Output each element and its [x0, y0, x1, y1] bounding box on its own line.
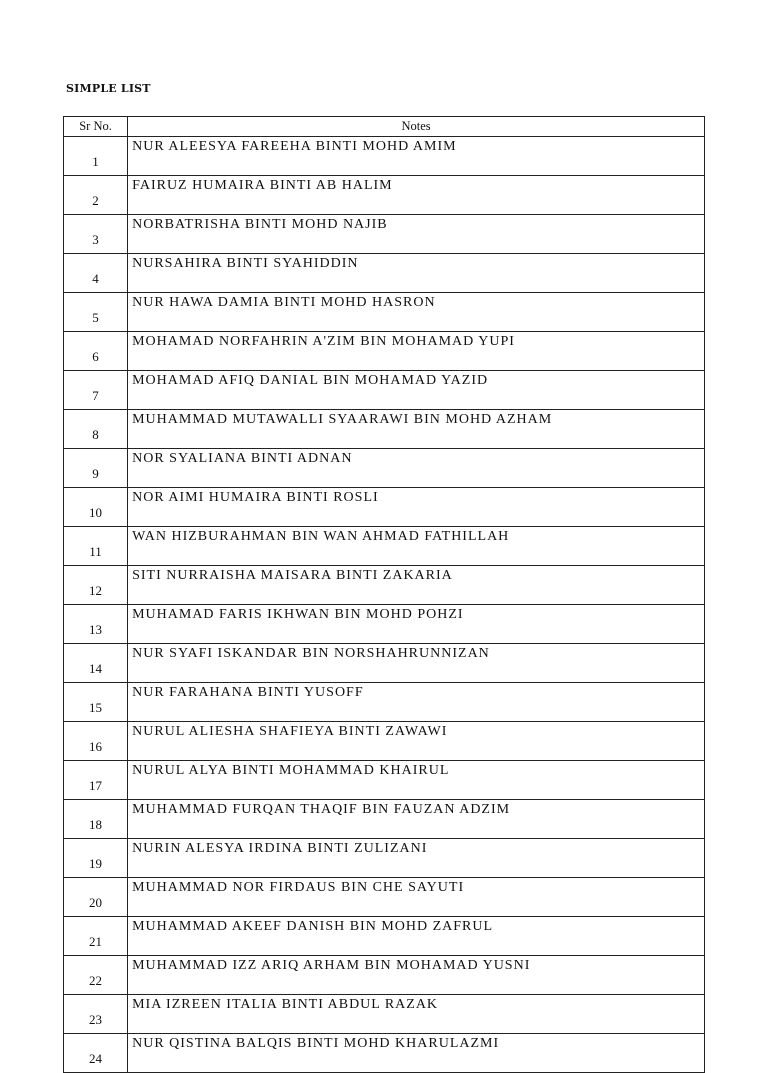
names-table	[63, 116, 705, 1073]
sr-number-cell: 4	[64, 254, 128, 293]
sr-number-cell: 14	[64, 644, 128, 683]
note-cell: NUR SYAFI ISKANDAR BIN NORSHAHRUNNIZAN	[128, 644, 705, 683]
note-cell: FAIRUZ HUMAIRA BINTI AB HALIM	[128, 176, 705, 215]
sr-number-cell: 9	[64, 449, 128, 488]
sr-number-cell: 13	[64, 605, 128, 644]
table-row	[64, 605, 705, 644]
sr-number-cell: 18	[64, 800, 128, 839]
table-header-row	[64, 117, 705, 137]
note-cell: NOR AIMI HUMAIRA BINTI ROSLI	[128, 488, 705, 527]
table-body	[64, 137, 705, 1073]
note-cell: MIA IZREEN ITALIA BINTI ABDUL RAZAK	[128, 995, 705, 1034]
table-row	[64, 1034, 705, 1073]
note-cell: NUR ALEESYA FAREEHA BINTI MOHD AMIM	[128, 137, 705, 176]
document-title: SIMPLE LIST	[66, 82, 151, 95]
note-cell: MUHAMMAD FURQAN THAQIF BIN FAUZAN ADZIM	[128, 800, 705, 839]
note-cell: NURSAHIRA BINTI SYAHIDDIN	[128, 254, 705, 293]
table-row	[64, 176, 705, 215]
sr-number-cell: 1	[64, 137, 128, 176]
table-row	[64, 215, 705, 254]
table-row	[64, 917, 705, 956]
table-row	[64, 254, 705, 293]
note-cell: NUR FARAHANA BINTI YUSOFF	[128, 683, 705, 722]
sr-number-cell: 7	[64, 371, 128, 410]
sr-number-cell: 8	[64, 410, 128, 449]
table-row	[64, 332, 705, 371]
table-row	[64, 683, 705, 722]
sr-number-cell: 24	[64, 1034, 128, 1073]
note-cell: NORBATRISHA BINTI MOHD NAJIB	[128, 215, 705, 254]
notes-header: Notes	[128, 117, 705, 137]
sr-number-cell: 23	[64, 995, 128, 1034]
note-cell: MUHAMMAD IZZ ARIQ ARHAM BIN MOHAMAD YUSNI	[128, 956, 705, 995]
note-cell: WAN HIZBURAHMAN BIN WAN AHMAD FATHILLAH	[128, 527, 705, 566]
note-cell: MUHAMMAD NOR FIRDAUS BIN CHE SAYUTI	[128, 878, 705, 917]
note-cell: NURUL ALYA BINTI MOHAMMAD KHAIRUL	[128, 761, 705, 800]
sr-number-cell: 10	[64, 488, 128, 527]
table-row	[64, 761, 705, 800]
table-row	[64, 722, 705, 761]
sr-number-cell: 21	[64, 917, 128, 956]
note-cell: NURIN ALESYA IRDINA BINTI ZULIZANI	[128, 839, 705, 878]
sr-no-header: Sr No.	[64, 117, 128, 137]
note-cell: NURUL ALIESHA SHAFIEYA BINTI ZAWAWI	[128, 722, 705, 761]
note-cell: MOHAMAD AFIQ DANIAL BIN MOHAMAD YAZID	[128, 371, 705, 410]
sr-number-cell: 20	[64, 878, 128, 917]
note-cell: NOR SYALIANA BINTI ADNAN	[128, 449, 705, 488]
sr-number-cell: 5	[64, 293, 128, 332]
note-cell: NUR QISTINA BALQIS BINTI MOHD KHARULAZMI	[128, 1034, 705, 1073]
sr-number-cell: 22	[64, 956, 128, 995]
sr-number-cell: 11	[64, 527, 128, 566]
table-row	[64, 878, 705, 917]
sr-number-cell: 15	[64, 683, 128, 722]
table-row	[64, 566, 705, 605]
sr-number-cell: 3	[64, 215, 128, 254]
sr-number-cell: 19	[64, 839, 128, 878]
table-row	[64, 995, 705, 1034]
sr-number-cell: 12	[64, 566, 128, 605]
table-row	[64, 800, 705, 839]
note-cell: MUHAMAD FARIS IKHWAN BIN MOHD POHZI	[128, 605, 705, 644]
note-cell: MOHAMAD NORFAHRIN A'ZIM BIN MOHAMAD YUPI	[128, 332, 705, 371]
note-cell: SITI NURRAISHA MAISARA BINTI ZAKARIA	[128, 566, 705, 605]
table-row	[64, 956, 705, 995]
table-row	[64, 839, 705, 878]
table-row	[64, 449, 705, 488]
table-row	[64, 488, 705, 527]
sr-number-cell: 2	[64, 176, 128, 215]
table-row	[64, 371, 705, 410]
table-row	[64, 410, 705, 449]
note-cell: NUR HAWA DAMIA BINTI MOHD HASRON	[128, 293, 705, 332]
table-row	[64, 527, 705, 566]
note-cell: MUHAMMAD MUTAWALLI SYAARAWI BIN MOHD AZHAM	[128, 410, 705, 449]
note-cell: MUHAMMAD AKEEF DANISH BIN MOHD ZAFRUL	[128, 917, 705, 956]
sr-number-cell: 17	[64, 761, 128, 800]
table-row	[64, 644, 705, 683]
table-row	[64, 137, 705, 176]
table-row	[64, 293, 705, 332]
sr-number-cell: 16	[64, 722, 128, 761]
sr-number-cell: 6	[64, 332, 128, 371]
